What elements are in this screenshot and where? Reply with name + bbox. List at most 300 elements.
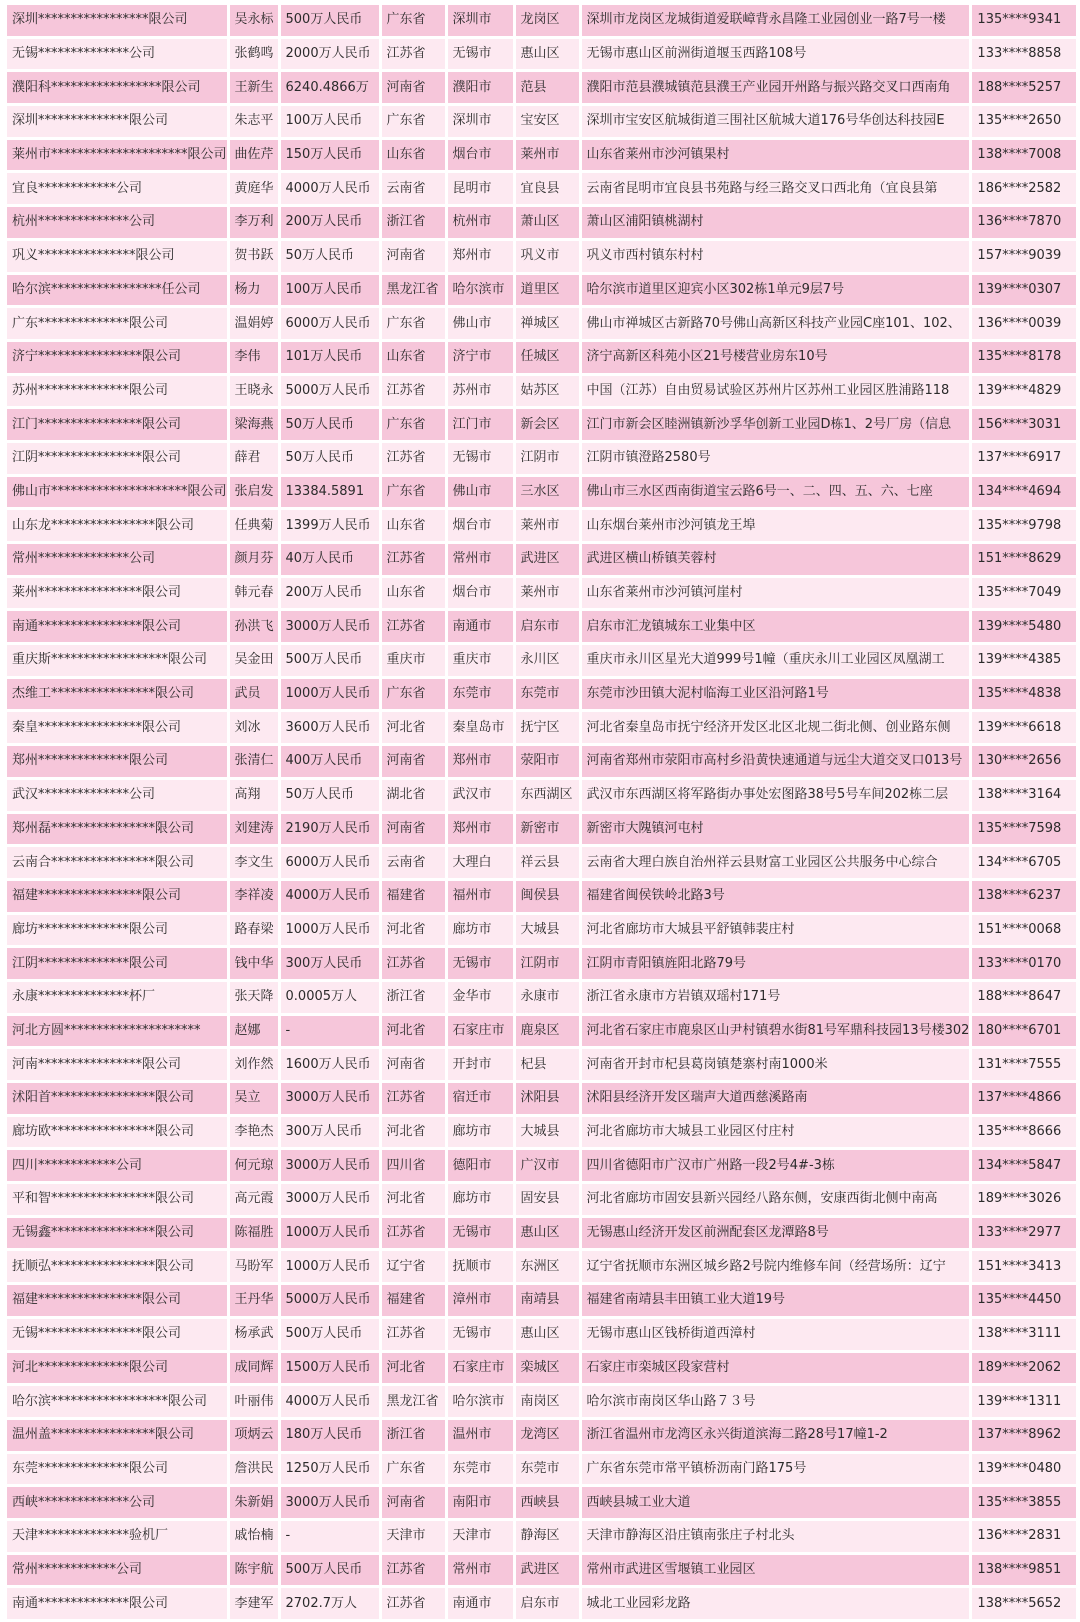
company-name-cell: 宜良************公司 [7, 173, 227, 204]
phone-cell: 139****5480 [972, 611, 1076, 642]
legal-person-cell: 李祥凌 [230, 881, 278, 912]
district-cell: 东洲区 [516, 1251, 579, 1282]
table-row [7, 5, 1076, 36]
table-row [7, 847, 1076, 878]
province-cell: 辽宁省 [382, 1251, 445, 1282]
phone-cell: 151****3413 [972, 1251, 1076, 1282]
province-cell: 广东省 [382, 679, 445, 710]
table-row [7, 1117, 1076, 1148]
phone-cell: 135****8178 [972, 342, 1076, 373]
city-cell: 昆明市 [448, 173, 513, 204]
company-table [4, 2, 1079, 1622]
registered-capital-cell: 50万人民币 [281, 780, 379, 811]
city-cell: 东莞市 [448, 679, 513, 710]
legal-person-cell: 颜月芬 [230, 544, 278, 575]
company-name-cell: 濮阳科*****************限公司 [7, 72, 227, 103]
phone-cell: 188****5257 [972, 72, 1076, 103]
city-cell: 杭州市 [448, 207, 513, 238]
legal-person-cell: 高元霞 [230, 1184, 278, 1215]
city-cell: 常州市 [448, 1555, 513, 1586]
registered-capital-cell: 500万人民币 [281, 1555, 379, 1586]
province-cell: 江苏省 [382, 948, 445, 979]
phone-cell: 137****6917 [972, 443, 1076, 474]
district-cell: 武进区 [516, 544, 579, 575]
district-cell: 鹿泉区 [516, 1016, 579, 1047]
legal-person-cell: 王丹华 [230, 1285, 278, 1316]
phone-cell: 134****5847 [972, 1150, 1076, 1181]
phone-cell: 136****0039 [972, 308, 1076, 339]
address-cell: 启东市汇龙镇城东工业集中区 [582, 611, 970, 642]
registered-capital-cell: 0.0005万人 [281, 982, 379, 1013]
city-cell: 南通市 [448, 611, 513, 642]
district-cell: 三水区 [516, 477, 579, 508]
phone-cell: 186****2582 [972, 173, 1076, 204]
province-cell: 江苏省 [382, 611, 445, 642]
phone-cell: 137****8962 [972, 1420, 1076, 1451]
district-cell: 固安县 [516, 1184, 579, 1215]
phone-cell: 188****8647 [972, 982, 1076, 1013]
company-name-cell: 河南****************限公司 [7, 1049, 227, 1080]
company-name-cell: 抚顺弘****************限公司 [7, 1251, 227, 1282]
legal-person-cell: 刘冰 [230, 712, 278, 743]
city-cell: 重庆市 [448, 645, 513, 676]
registered-capital-cell: 2702.7万人 [281, 1588, 379, 1619]
phone-cell: 156****3031 [972, 409, 1076, 440]
province-cell: 河北省 [382, 1184, 445, 1215]
table-row [7, 881, 1076, 912]
address-cell: 城北工业园彩龙路 [582, 1588, 970, 1619]
table-row [7, 712, 1076, 743]
table-row [7, 1184, 1076, 1215]
province-cell: 广东省 [382, 5, 445, 36]
province-cell: 云南省 [382, 173, 445, 204]
address-cell: 深圳市宝安区航城街道三围社区航城大道176号华创达科技园E [582, 106, 970, 137]
company-name-cell: 常州************公司 [7, 1555, 227, 1586]
company-name-cell: 云南合****************限公司 [7, 847, 227, 878]
province-cell: 湖北省 [382, 780, 445, 811]
registered-capital-cell: 2190万人民币 [281, 814, 379, 845]
phone-cell: 135****4838 [972, 679, 1076, 710]
legal-person-cell: 张清仁 [230, 746, 278, 777]
company-name-cell: 天津**************验机厂 [7, 1521, 227, 1552]
phone-cell: 189****2062 [972, 1353, 1076, 1384]
company-name-cell: 济宁****************限公司 [7, 342, 227, 373]
company-name-cell: 西峡**************公司 [7, 1487, 227, 1518]
table-row [7, 72, 1076, 103]
registered-capital-cell: 3000万人民币 [281, 1083, 379, 1114]
city-cell: 烟台市 [448, 578, 513, 609]
company-name-cell: 哈尔滨******************限公司 [7, 1386, 227, 1417]
address-cell: 云南省昆明市宜良县书苑路与经三路交叉口西北角（宜良县第 [582, 173, 970, 204]
company-name-cell: 福建****************限公司 [7, 1285, 227, 1316]
city-cell: 金华市 [448, 982, 513, 1013]
province-cell: 江苏省 [382, 1319, 445, 1350]
registered-capital-cell: 3000万人民币 [281, 1150, 379, 1181]
table-row [7, 1487, 1076, 1518]
district-cell: 广汉市 [516, 1150, 579, 1181]
province-cell: 浙江省 [382, 1420, 445, 1451]
table-row [7, 780, 1076, 811]
city-cell: 廊坊市 [448, 1117, 513, 1148]
company-name-cell: 无锡**************公司 [7, 39, 227, 70]
legal-person-cell: 李伟 [230, 342, 278, 373]
district-cell: 巩义市 [516, 241, 579, 272]
registered-capital-cell: 1000万人民币 [281, 1218, 379, 1249]
city-cell: 苏州市 [448, 376, 513, 407]
city-cell: 大理白 [448, 847, 513, 878]
phone-cell: 131****7555 [972, 1049, 1076, 1080]
city-cell: 哈尔滨市 [448, 1386, 513, 1417]
district-cell: 南岗区 [516, 1386, 579, 1417]
address-cell: 河北省廊坊市大城县平舒镇韩裴庄村 [582, 915, 970, 946]
legal-person-cell: 李文生 [230, 847, 278, 878]
registered-capital-cell: 180万人民币 [281, 1420, 379, 1451]
table-row [7, 510, 1076, 541]
legal-person-cell: 何元琼 [230, 1150, 278, 1181]
table-row [7, 1555, 1076, 1586]
province-cell: 山东省 [382, 140, 445, 171]
table-row [7, 1420, 1076, 1451]
city-cell: 漳州市 [448, 1285, 513, 1316]
city-cell: 廊坊市 [448, 1184, 513, 1215]
city-cell: 无锡市 [448, 1319, 513, 1350]
table-row [7, 915, 1076, 946]
company-name-cell: 南通**************限公司 [7, 1588, 227, 1619]
province-cell: 黑龙江省 [382, 1386, 445, 1417]
city-cell: 佛山市 [448, 477, 513, 508]
district-cell: 范县 [516, 72, 579, 103]
legal-person-cell: 吴立 [230, 1083, 278, 1114]
legal-person-cell: 杨承武 [230, 1319, 278, 1350]
company-name-cell: 南通****************限公司 [7, 611, 227, 642]
legal-person-cell: 杨力 [230, 275, 278, 306]
company-name-cell: 平和智****************限公司 [7, 1184, 227, 1215]
district-cell: 启东市 [516, 611, 579, 642]
registered-capital-cell: 1500万人民币 [281, 1353, 379, 1384]
province-cell: 江苏省 [382, 39, 445, 70]
city-cell: 烟台市 [448, 140, 513, 171]
registered-capital-cell: 100万人民币 [281, 275, 379, 306]
company-name-cell: 哈尔滨*****************任公司 [7, 275, 227, 306]
address-cell: 云南省大理白族自治州祥云县财富工业园区公共服务中心综合 [582, 847, 970, 878]
district-cell: 禅城区 [516, 308, 579, 339]
registered-capital-cell: 1000万人民币 [281, 915, 379, 946]
district-cell: 新密市 [516, 814, 579, 845]
address-cell: 石家庄市栾城区段家营村 [582, 1353, 970, 1384]
phone-cell: 138****6237 [972, 881, 1076, 912]
legal-person-cell: 王晓永 [230, 376, 278, 407]
phone-cell: 138****3111 [972, 1319, 1076, 1350]
district-cell: 宜良县 [516, 173, 579, 204]
registered-capital-cell: 50万人民币 [281, 409, 379, 440]
legal-person-cell: 项炳云 [230, 1420, 278, 1451]
city-cell: 南通市 [448, 1588, 513, 1619]
table-row [7, 645, 1076, 676]
registered-capital-cell: 2000万人民币 [281, 39, 379, 70]
table-row [7, 1083, 1076, 1114]
city-cell: 濮阳市 [448, 72, 513, 103]
address-cell: 佛山市三水区西南街道宝云路6号一、二、四、五、六、七座 [582, 477, 970, 508]
registered-capital-cell: 4000万人民币 [281, 1386, 379, 1417]
address-cell: 哈尔滨市道里区迎宾小区302栋1单元9层7号 [582, 275, 970, 306]
district-cell: 大城县 [516, 1117, 579, 1148]
city-cell: 天津市 [448, 1521, 513, 1552]
phone-cell: 133****2977 [972, 1218, 1076, 1249]
legal-person-cell: 贺书跃 [230, 241, 278, 272]
registered-capital-cell: 6240.4866万 [281, 72, 379, 103]
district-cell: 沭阳县 [516, 1083, 579, 1114]
phone-cell: 137****4866 [972, 1083, 1076, 1114]
registered-capital-cell: 200万人民币 [281, 578, 379, 609]
district-cell: 东西湖区 [516, 780, 579, 811]
table-row [7, 342, 1076, 373]
table-row [7, 544, 1076, 575]
address-cell: 江阴市青阳镇旌阳北路79号 [582, 948, 970, 979]
city-cell: 哈尔滨市 [448, 275, 513, 306]
district-cell: 惠山区 [516, 1218, 579, 1249]
registered-capital-cell: 6000万人民币 [281, 308, 379, 339]
table-row [7, 611, 1076, 642]
address-cell: 河北省廊坊市大城县工业园区付庄村 [582, 1117, 970, 1148]
registered-capital-cell: 40万人民币 [281, 544, 379, 575]
legal-person-cell: 高翔 [230, 780, 278, 811]
legal-person-cell: 韩元春 [230, 578, 278, 609]
city-cell: 无锡市 [448, 1218, 513, 1249]
district-cell: 永川区 [516, 645, 579, 676]
legal-person-cell: 张启发 [230, 477, 278, 508]
city-cell: 抚顺市 [448, 1251, 513, 1282]
table-row [7, 409, 1076, 440]
province-cell: 江苏省 [382, 1218, 445, 1249]
address-cell: 哈尔滨市南岗区华山路７３号 [582, 1386, 970, 1417]
district-cell: 江阴市 [516, 443, 579, 474]
company-name-cell: 无锡鑫****************限公司 [7, 1218, 227, 1249]
legal-person-cell: 梁海燕 [230, 409, 278, 440]
company-name-cell: 深圳*****************限公司 [7, 5, 227, 36]
address-cell: 河北省廊坊市固安县新兴园经八路东侧，安康西街北侧中南高 [582, 1184, 970, 1215]
company-name-cell: 福建****************限公司 [7, 881, 227, 912]
district-cell: 荥阳市 [516, 746, 579, 777]
registered-capital-cell: 101万人民币 [281, 342, 379, 373]
company-name-cell: 杰维工****************限公司 [7, 679, 227, 710]
company-name-cell: 温州盖****************限公司 [7, 1420, 227, 1451]
registered-capital-cell: 50万人民币 [281, 443, 379, 474]
table-row [7, 814, 1076, 845]
address-cell: 广东省东莞市常平镇桥沥南门路175号 [582, 1454, 970, 1485]
address-cell: 无锡市惠山区前洲街道堰玉西路108号 [582, 39, 970, 70]
province-cell: 黑龙江省 [382, 275, 445, 306]
company-name-cell: 广东**************限公司 [7, 308, 227, 339]
company-name-cell: 廊坊欧****************限公司 [7, 1117, 227, 1148]
phone-cell: 139****6618 [972, 712, 1076, 743]
province-cell: 河北省 [382, 1117, 445, 1148]
city-cell: 秦皇岛市 [448, 712, 513, 743]
province-cell: 福建省 [382, 881, 445, 912]
address-cell: 新密市大隗镇河屯村 [582, 814, 970, 845]
phone-cell: 138****7008 [972, 140, 1076, 171]
phone-cell: 180****6701 [972, 1016, 1076, 1047]
province-cell: 河南省 [382, 746, 445, 777]
registered-capital-cell: 6000万人民币 [281, 847, 379, 878]
address-cell: 江阴市镇澄路2580号 [582, 443, 970, 474]
address-cell: 河南省郑州市荥阳市高村乡沿黄快速通道与远尘大道交叉口013号 [582, 746, 970, 777]
district-cell: 道里区 [516, 275, 579, 306]
city-cell: 无锡市 [448, 443, 513, 474]
province-cell: 江苏省 [382, 1083, 445, 1114]
address-cell: 深圳市龙岗区龙城街道爱联嶂背永昌隆工业园创业一路7号一楼 [582, 5, 970, 36]
table-row [7, 1049, 1076, 1080]
district-cell: 东莞市 [516, 679, 579, 710]
address-cell: 濮阳市范县濮城镇范县濮王产业园开州路与振兴路交叉口西南角 [582, 72, 970, 103]
province-cell: 广东省 [382, 106, 445, 137]
phone-cell: 130****2656 [972, 746, 1076, 777]
registered-capital-cell: 300万人民币 [281, 1117, 379, 1148]
district-cell: 莱州市 [516, 578, 579, 609]
table-row [7, 982, 1076, 1013]
address-cell: 河北省秦皇岛市抚宁经济开发区北区北规二街北侧、创业路东侧 [582, 712, 970, 743]
phone-cell: 138****9851 [972, 1555, 1076, 1586]
address-cell: 佛山市禅城区古新路70号佛山高新区科技产业园C座101、102、 [582, 308, 970, 339]
district-cell: 祥云县 [516, 847, 579, 878]
address-cell: 武进区横山桥镇芙蓉村 [582, 544, 970, 575]
table-row [7, 275, 1076, 306]
legal-person-cell: 张鹤鸣 [230, 39, 278, 70]
district-cell: 武进区 [516, 1555, 579, 1586]
address-cell: 中国（江苏）自由贸易试验区苏州片区苏州工业园区胜浦路118 [582, 376, 970, 407]
company-name-cell: 巩义***************限公司 [7, 241, 227, 272]
city-cell: 东莞市 [448, 1454, 513, 1485]
registered-capital-cell: 3000万人民币 [281, 1184, 379, 1215]
district-cell: 江阴市 [516, 948, 579, 979]
province-cell: 河南省 [382, 1049, 445, 1080]
legal-person-cell: 王新生 [230, 72, 278, 103]
legal-person-cell: 黄庭华 [230, 173, 278, 204]
city-cell: 深圳市 [448, 5, 513, 36]
province-cell: 河北省 [382, 1016, 445, 1047]
address-cell: 东莞市沙田镇大泥村临海工业区沿河路1号 [582, 679, 970, 710]
city-cell: 佛山市 [448, 308, 513, 339]
registered-capital-cell: 100万人民币 [281, 106, 379, 137]
legal-person-cell: 温娟婷 [230, 308, 278, 339]
city-cell: 无锡市 [448, 39, 513, 70]
table-row [7, 173, 1076, 204]
province-cell: 山东省 [382, 342, 445, 373]
address-cell: 济宁高新区科苑小区21号楼营业房东10号 [582, 342, 970, 373]
legal-person-cell: 戚怡楠 [230, 1521, 278, 1552]
company-name-cell: 廊坊**************限公司 [7, 915, 227, 946]
district-cell: 新会区 [516, 409, 579, 440]
address-cell: 浙江省永康市方岩镇双瑶村171号 [582, 982, 970, 1013]
registered-capital-cell: 1000万人民币 [281, 1251, 379, 1282]
phone-cell: 151****0068 [972, 915, 1076, 946]
address-cell: 山东烟台莱州市沙河镇龙王埠 [582, 510, 970, 541]
company-name-cell: 江阴****************限公司 [7, 443, 227, 474]
address-cell: 江门市新会区睦洲镇新沙孚华创新工业园D栋1、2号厂房（信息 [582, 409, 970, 440]
company-name-cell: 郑州**************限公司 [7, 746, 227, 777]
province-cell: 河南省 [382, 1487, 445, 1518]
address-cell: 福建省闽侯铁岭北路3号 [582, 881, 970, 912]
company-name-cell: 沭阳首****************限公司 [7, 1083, 227, 1114]
table-row [7, 1353, 1076, 1384]
province-cell: 河北省 [382, 915, 445, 946]
city-cell: 温州市 [448, 1420, 513, 1451]
legal-person-cell: 李艳杰 [230, 1117, 278, 1148]
district-cell: 莱州市 [516, 510, 579, 541]
phone-cell: 135****2650 [972, 106, 1076, 137]
legal-person-cell: 陈福胜 [230, 1218, 278, 1249]
district-cell: 龙湾区 [516, 1420, 579, 1451]
phone-cell: 139****1311 [972, 1386, 1076, 1417]
registered-capital-cell: 500万人民币 [281, 5, 379, 36]
legal-person-cell: 张天降 [230, 982, 278, 1013]
province-cell: 江苏省 [382, 376, 445, 407]
city-cell: 宿迁市 [448, 1083, 513, 1114]
city-cell: 郑州市 [448, 241, 513, 272]
province-cell: 福建省 [382, 1285, 445, 1316]
province-cell: 浙江省 [382, 982, 445, 1013]
legal-person-cell: 朱志平 [230, 106, 278, 137]
city-cell: 烟台市 [448, 510, 513, 541]
province-cell: 河南省 [382, 241, 445, 272]
table-row [7, 1319, 1076, 1350]
city-cell: 济宁市 [448, 342, 513, 373]
phone-cell: 133****8858 [972, 39, 1076, 70]
address-cell: 辽宁省抚顺市东洲区城乡路2号院内维修车间（经营场所：辽宁 [582, 1251, 970, 1282]
address-cell: 无锡市惠山区钱桥街道西漳村 [582, 1319, 970, 1350]
phone-cell: 151****8629 [972, 544, 1076, 575]
phone-cell: 135****4450 [972, 1285, 1076, 1316]
company-name-cell: 莱州****************限公司 [7, 578, 227, 609]
table-row [7, 1150, 1076, 1181]
company-name-cell: 江门****************限公司 [7, 409, 227, 440]
company-name-cell: 河北方圆********************* [7, 1016, 227, 1047]
table-row [7, 1454, 1076, 1485]
table-row [7, 207, 1076, 238]
company-name-cell: 山东龙****************限公司 [7, 510, 227, 541]
address-cell: 西峡县城工业大道 [582, 1487, 970, 1518]
table-row [7, 948, 1076, 979]
province-cell: 广东省 [382, 1454, 445, 1485]
company-name-cell: 江阴**************限公司 [7, 948, 227, 979]
legal-person-cell: 詹洪民 [230, 1454, 278, 1485]
address-cell: 萧山区浦阳镇桃湖村 [582, 207, 970, 238]
legal-person-cell: 钱中华 [230, 948, 278, 979]
table-row [7, 140, 1076, 171]
company-name-cell: 杭州**************公司 [7, 207, 227, 238]
district-cell: 宝安区 [516, 106, 579, 137]
district-cell: 西峡县 [516, 1487, 579, 1518]
province-cell: 广东省 [382, 409, 445, 440]
registered-capital-cell: 1250万人民币 [281, 1454, 379, 1485]
city-cell: 常州市 [448, 544, 513, 575]
phone-cell: 133****0170 [972, 948, 1076, 979]
company-name-cell: 无锡****************限公司 [7, 1319, 227, 1350]
company-name-cell: 河北**************限公司 [7, 1353, 227, 1384]
table-row [7, 376, 1076, 407]
city-cell: 郑州市 [448, 746, 513, 777]
table-row [7, 1016, 1076, 1047]
province-cell: 山东省 [382, 578, 445, 609]
legal-person-cell: 曲佐芹 [230, 140, 278, 171]
address-cell: 无锡惠山经济开发区前洲配套区龙潭路8号 [582, 1218, 970, 1249]
company-name-cell: 莱州市*********************限公司 [7, 140, 227, 171]
address-cell: 天津市静海区沿庄镇南张庄子村北头 [582, 1521, 970, 1552]
phone-cell: 136****2831 [972, 1521, 1076, 1552]
company-name-cell: 秦皇****************限公司 [7, 712, 227, 743]
province-cell: 重庆市 [382, 645, 445, 676]
registered-capital-cell: 3000万人民币 [281, 611, 379, 642]
table-row [7, 308, 1076, 339]
